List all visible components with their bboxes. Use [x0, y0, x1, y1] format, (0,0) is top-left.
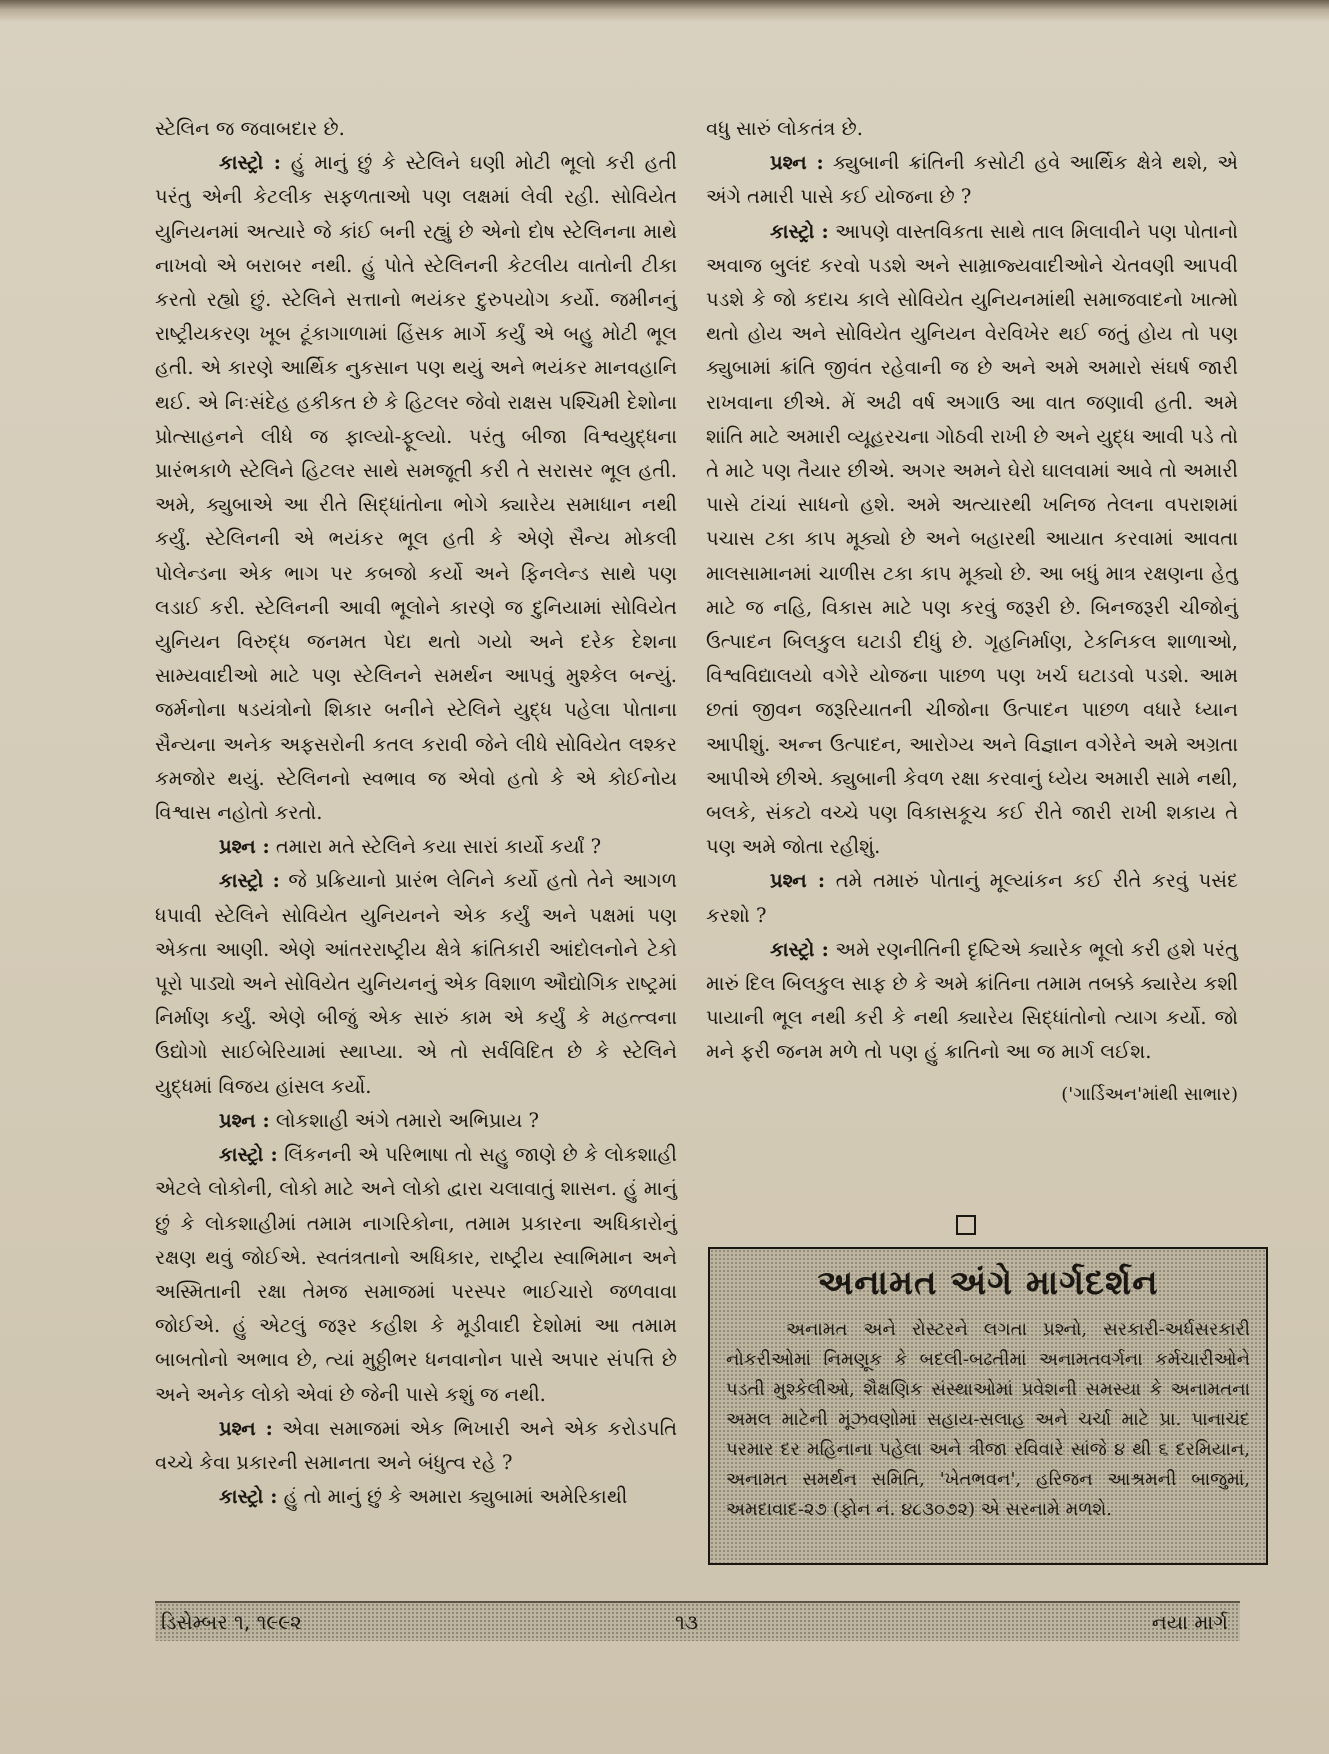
paragraph-text: અમે રણનીતિની દૃષ્ટિએ ક્યારેક ભૂલો કરી હશે પરંતુ મારું દિલ બિલકુલ સાફ છે કે અમે ક્રાંતિના તમામ તબક્કે ક્યારેય કશી પાયાની ભૂલ નથી કરી કે નથી ક્યારેય સિદ્ધાંતોનો ત્યાગ કર્યો. જો મને ફરી જનમ મળે તો પણ હું ક્રાતિનો આ જ માર્ગ લઈશ. — [706, 937, 1238, 1064]
notice-title: અનામત અંગે માર્ગદર્શન — [817, 1263, 1159, 1303]
paragraph-text: સ્ટેલિન જ જવાબદાર છે. — [155, 117, 345, 140]
article-paragraph — [155, 146, 677, 830]
paragraph-text: તમે તમારું પોતાનું મૂલ્યાંકન કઈ રીતે કરવું પસંદ કરશો ? — [706, 869, 1238, 927]
paragraph-text: આપણે વાસ્તવિકતા સાથે તાલ મિલાવીને પણ પોતાનો અવાજ બુલંદ કરવો પડશે અને સામ્રાજ્યવાદીઓને ચેતવણી આપવી પડશે કે જો કદાચ કાલે સોવિયેત યુનિયનમાંથી સમાજવાદનો ખાત્મો થતો હોય અને સોવિયેત યુનિયન વેરવિખેર થઈ જતું હોય તો પણ ક્યુબામાં ક્રાંતિ જીવંત રહેવાની જ છે અને અમે અમારો સંઘર્ષ જારી રાખવાના છીએ. મેં અઢી વર્ષ અગાઉ આ વાત જણાવી હતી. અમે શાંતિ માટે અમારી વ્યૂહરચના ગોઠવી રાખી છે અને યુદ્ધ આવી પડે તો તે માટે પણ તૈયાર છીએ. અગર અમને ઘેરો ઘાલવામાં આવે તો અમારી પાસે ટાંચાં સાધનો હશે. અમે અત્યારથી ખનિજ તેલના વપરાશમાં પચાસ ટકા કાપ મૂક્યો છે અને બહારથી આયાત કરવામાં આવતા માલસામાનમાં ચાળીસ ટકા કાપ મૂક્યો છે. આ બધું માત્ર રક્ષણના હેતુ માટે જ નહિ, વિકાસ માટે પણ કરવું જરૂરી છે. બિનજરૂરી ચીજોનું ઉત્પાદન બિલકુલ ઘટાડી દીધું છે. ગૃહનિર્માણ, ટેકનિકલ શાળાઓ, વિશ્વવિદ્યાલયો વગેરે યોજના પાછળ પણ ખર્ચ ઘટાડવો પડશે. આમ છતાં જીવન જરૂરિયાતની ચીજોના ઉત્પાદન પાછળ વધારે ધ્યાન આપીશું. અન્ન ઉત્પાદન, આરોગ્ય અને વિજ્ઞાન વગેરેને અમે અગ્રતા આપીએ છીએ. ક્યુબાની કેવળ રક્ષા કરવાનું ધ્યેય અમારી સામે નથી, બલકે, સંકટો વચ્ચે પણ વિકાસકૂચ કઈ રીતે જારી રાખી શકાય તે પણ અમે જોતા રહીશું. — [706, 219, 1238, 859]
right-column-wrapper — [706, 112, 1238, 1112]
speaker-label: કાસ્ટ્રો : — [219, 869, 280, 893]
speaker-label: કાસ્ટ્રો : — [219, 1143, 278, 1167]
article-paragraph — [155, 1480, 677, 1514]
speaker-label: પ્રશ્ન : — [770, 151, 824, 175]
article-paragraph — [155, 112, 677, 146]
article-paragraph — [706, 146, 1238, 214]
paragraph-text: જે પ્રક્રિયાનો પ્રારંભ લેનિને કર્યો હતો તેને આગળ ધપાવી સ્ટેલિને સોવિયેત યુનિયનને એક કર્યું અને પક્ષમાં પણ એકતા આણી. એણે આંતરરાષ્ટ્રીય ક્ષેત્રે ક્રાંતિકારી આંદોલનોને ટેકો પૂરો પાડ્યો અને સોવિયેત યુનિયનનું એક વિશાળ ઔદ્યોગિક રાષ્ટ્રમાં નિર્માણ કર્યું. એણે બીજું એક સારું કામ એ કર્યું કે મહત્ત્વના ઉદ્યોગો સાઈબેરિયામાં સ્થાપ્યા. એ તો સર્વવિદિત છે કે સ્ટેલિને યુદ્ધમાં વિજય હાંસલ કર્યો. — [155, 869, 677, 1098]
speaker-label: પ્રશ્ન : — [219, 1416, 273, 1440]
paragraph-text: એવા સમાજમાં એક ભિખારી અને એક કરોડપતિ વચ્ચે કેવા પ્રકારની સમાનતા અને બંધુત્વ રહે ? — [155, 1416, 678, 1474]
article-paragraph — [155, 1138, 677, 1412]
paragraph-text: હું માનું છું કે સ્ટેલિને ઘણી મોટી ભૂલો કરી હતી પરંતુ એની કેટલીક સફળતાઓ પણ લક્ષમાં લેવી રહી. સોવિયેત યુનિયનમાં અત્યારે જે કાંઈ બની રહ્યું છે એનો દોષ સ્ટેલિનના માથે નાખવો એ બરાબર નથી. હું પોતે સ્ટેલિનની કેટલીય વાતોની ટીકા કરતો રહ્યો છું. સ્ટેલિને સત્તાનો ભયંકર દુરુપયોગ કર્યો. જમીનનું રાષ્ટ્રીયકરણ ખૂબ ટૂંકાગાળામાં હિંસક માર્ગે કર્યું એ બહુ મોટી ભૂલ હતી. એ કારણે આર્થિક નુકસાન પણ થયું અને ભયંકર માનવહાનિ થઈ. એ નિઃસંદેહ હકીકત છે કે હિટલર જેવો રાક્ષસ પશ્ચિમી દેશોના પ્રોત્સાહનને લીધે જ ફાલ્યો-ફૂલ્યો. પરંતુ બીજા વિશ્વયુદ્ધના પ્રારંભકાળે સ્ટેલિને હિટલર સાથે સમજૂતી કરી તે સરાસર ભૂલ હતી. અમે, ક્યુબાએ આ રીતે સિદ્ધાંતોના ભોગે ક્યારેય સમાધાન નથી કર્યું. સ્ટેલિનની એ ભયંકર ભૂલ હતી કે એણે સૈન્ય મોકલી પોલેન્ડના એક ભાગ પર કબજો કર્યો અને ફિનલેન્ડ સાથે પણ લડાઈ કરી. સ્ટેલિનની આવી ભૂલોને કારણે જ દુનિયામાં સોવિયેત યુનિયન વિરુદ્ધ જનમત પેદા થતો ગયો અને દરેક દેશના સામ્યવાદીઓ માટે પણ સ્ટેલિનને સમર્થન આપવું મુશ્કેલ બન્યું. જર્મનોના ષડયંત્રોનો શિકાર બનીને સ્ટેલિને યુદ્ધ પહેલા પોતાના સૈન્યના અનેક અફસરોની કતલ કરાવી જેને લીધે સોવિયેત લશ્કર કમજોર થયું. સ્ટેલિનનો સ્વભાવ જ એવો હતો કે એ કોઈનોય વિશ્વાસ નહોતો કરતો. — [155, 151, 677, 825]
speaker-label: કાસ્ટ્રો : — [770, 937, 829, 961]
article-paragraph — [155, 1412, 677, 1480]
paragraph-text: હું તો માનું છું કે અમારા ક્યુબામાં અમેરિકાથી — [277, 1485, 628, 1509]
speaker-label: પ્રશ્ન : — [770, 869, 826, 893]
paragraph-text: લોકશાહી અંગે તમારો અભિપ્રાય ? — [269, 1108, 539, 1132]
speaker-label: પ્રશ્ન : — [219, 1108, 270, 1132]
source-credit: ('ગાર્ડિઅન'માંથી સાભાર) — [1061, 1083, 1238, 1105]
paragraph-text: લિંકનની એ પરિભાષા તો સહુ જાણે છે કે લોકશાહી એટલે લોકોની, લોકો માટે અને લોકો દ્વારા ચલાવાતું શાસન. હું માનું છું કે લોકશાહીમાં તમામ નાગરિકોના, તમામ પ્રકારના અધિકારોનું રક્ષણ થવું જોઈએ. સ્વતંત્રતાનો અધિકાર, રાષ્ટ્રીય સ્વાભિમાન અને અસ્મિતાની રક્ષા તેમજ સમાજમાં પરસ્પર ભાઈચારો જળવાવા જોઈએ. હું એટલું જરૂર કહીશ કે મૂડીવાદી દેશોમાં આ તમામ બાબતોનો અભાવ છે, ત્યાં મુઠ્ઠીભર ધનવાનોન પાસે અપાર સંપત્તિ છે અને અનેક લોકો એવાં છે જેની પાસે કશું જ નથી. — [155, 1143, 677, 1406]
speaker-label: કાસ્ટ્રો : — [770, 219, 829, 243]
end-mark-square — [956, 1215, 976, 1235]
notice-text: અનામત અને રોસ્ટરને લગતા પ્રશ્નો, સરકારી-અર્ધસરકારી નોકરીઓમાં નિમણૂક કે બદલી-બઢતીમાં અનામતવર્ગના કર્મચારીઓને પડતી મુશ્કેલીઓ, શૈક્ષણિક સંસ્થાઓમાં પ્રવેશની સમસ્યા કે અનામતના અમલ માટેની મૂંઝવણોમાં સહાય-સલાહ અને ચર્ચા માટે પ્રા. પાનાચંદ પરમાર દર મહિનાના પહેલા અને ત્રીજા રવિવારે સાંજે ૪ થી ૬ દરમિયાન, અનામત સમર્થન સમિતિ, 'ખેતભવન', હરિજન આશ્રમની બાજુમાં, અમદાવાદ-૨૭ (ફોન નં. ૪૮૩૦૭૨) એ સરનામે મળશે. — [726, 1319, 1250, 1520]
article-paragraph — [706, 933, 1238, 1070]
footer-page-number: ૧૩ — [675, 1610, 699, 1634]
article-paragraph — [706, 864, 1238, 932]
paragraph-text: તમારા મતે સ્ટેલિને કયા સારાં કાર્યો કર્યાં ? — [269, 835, 602, 859]
article-paragraph — [706, 112, 1238, 146]
footer-date: ડિસેમ્બર ૧, ૧૯૯૨ — [161, 1610, 302, 1634]
right-column — [706, 112, 1238, 1070]
paragraph-text: વધુ સારું લોકતંત્ર છે. — [706, 117, 863, 140]
page-edge-shadow — [0, 0, 1329, 22]
article-paragraph — [155, 864, 677, 1103]
paragraph-text: ક્યુબાની ક્રાંતિની કસોટી હવે આર્થિક ક્ષેત્રે થશે, એ અંગે તમારી પાસે કઈ યોજના છે ? — [706, 151, 1238, 209]
speaker-label: કાસ્ટ્રો : — [219, 1485, 278, 1509]
article-paragraph — [155, 830, 677, 864]
left-column — [155, 112, 677, 1514]
footer-magazine-name: નયા માર્ગ — [1151, 1610, 1228, 1634]
page-footer — [155, 1601, 1240, 1641]
article-paragraph — [706, 215, 1238, 865]
notice-box — [708, 1247, 1268, 1565]
speaker-label: કાસ્ટ્રો : — [219, 151, 281, 175]
article-paragraph — [155, 1104, 677, 1138]
speaker-label: પ્રશ્ન : — [219, 835, 270, 859]
